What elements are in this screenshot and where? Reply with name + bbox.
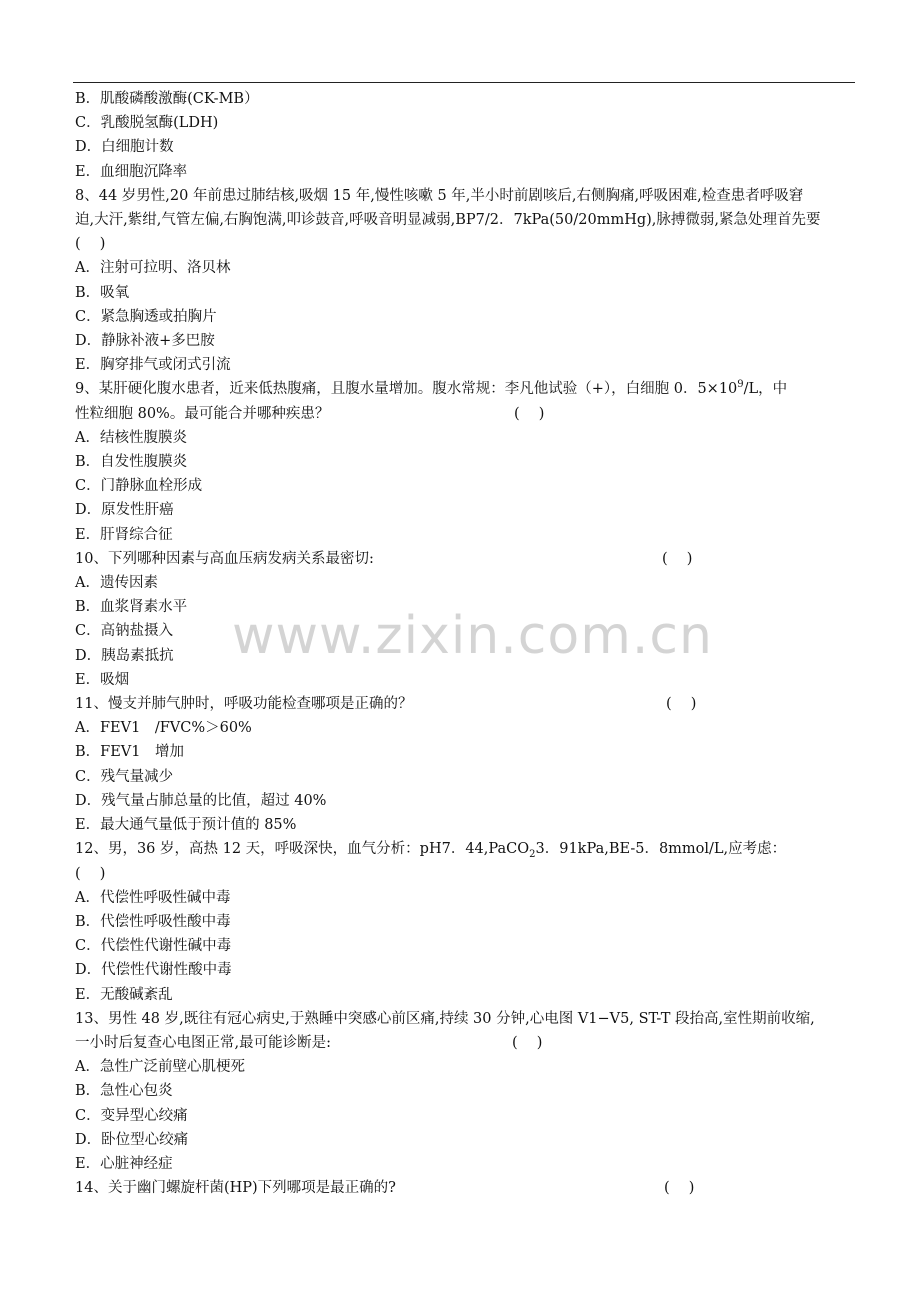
q14-stem-text: 14、关于幽门螺旋杆菌(HP)下列哪项是最正确的? xyxy=(75,1180,396,1197)
q14-answer-paren: ( ) xyxy=(664,1180,695,1197)
q11-option-b: B．FEV1 增加 xyxy=(75,744,184,761)
q9-option-a: A．结核性腹膜炎 xyxy=(75,429,187,446)
q12-option-e: E．无酸碱紊乱 xyxy=(75,986,173,1003)
q12-stem-line1 xyxy=(75,837,855,861)
q10-option-a: A．遗传因素 xyxy=(75,575,158,592)
q8-option-d: D．静脉补液+多巴胺 xyxy=(75,333,215,350)
q9-option-b: B．自发性腹膜炎 xyxy=(75,454,188,471)
q11-answer-paren: ( ) xyxy=(666,696,697,713)
q9-stem-line2 xyxy=(75,402,855,426)
q8-option-a: A．注射可拉明、洛贝林 xyxy=(75,260,231,277)
q9-stem-text-a: 9、某肝硬化腹水患者，近来低热腹痛，且腹水量增加。腹水常规：李凡他试验（+），白细胞 0．5×10 xyxy=(75,381,738,398)
q11-stem xyxy=(75,692,855,716)
q9-answer-paren: ( ) xyxy=(514,405,545,422)
q9-stem-text-b: /L，中 xyxy=(743,381,788,398)
q13-option-a: A．急性广泛前壁心肌梗死 xyxy=(75,1059,245,1076)
q14-stem xyxy=(75,1176,855,1200)
q11-option-e: E．最大通气量低于预计值的 85% xyxy=(75,817,297,834)
q11-stem-text: 11、慢支并肺气肿时，呼吸功能检查哪项是正确的？ xyxy=(75,696,413,713)
q8-answer-paren: ( ) xyxy=(75,236,106,253)
q13-option-c: C．变异型心绞痛 xyxy=(75,1107,188,1124)
q13-stem-text: 一小时后复查心电图正常,最可能诊断是: xyxy=(75,1034,331,1051)
q8-option-c: C．紧急胸透或拍胸片 xyxy=(75,308,217,325)
q12-answer-paren: ( ) xyxy=(75,865,106,882)
q10-option-d: D．胰岛素抵抗 xyxy=(75,647,174,664)
q12-stem-text-a: 12、男，36 岁，高热 12 天，呼吸深快，血气分析：pH7．44,PaCO xyxy=(75,841,530,858)
q9-stem-text: 性粒细胞 80%。最可能合并哪种疾患？ xyxy=(75,405,330,422)
q9-stem-superscript: 9 xyxy=(737,379,744,391)
q13-stem-line1: 13、男性 48 岁,既往有冠心病史,于熟睡中突感心前区痛,持续 30 分钟,心电图 V1−V5, ST-T 段抬高,室性期前收缩, xyxy=(75,1010,815,1027)
q8-option-e: E．胸穿排气或闭式引流 xyxy=(75,357,231,374)
q13-answer-paren: ( ) xyxy=(512,1034,543,1051)
q13-option-b: B．急性心包炎 xyxy=(75,1083,173,1100)
q8-stem-line1: 8、44 岁男性,20 年前患过肺结核,吸烟 15 年,慢性咳嗽 5 年,半小时前剧咳后,右侧胸痛,呼吸困难,检查患者呼吸窘 xyxy=(75,187,804,204)
q12-stem-subscript: 2 xyxy=(529,849,536,861)
q11-option-c: C．残气量减少 xyxy=(75,768,174,785)
q13-option-e: E．心脏神经症 xyxy=(75,1155,173,1172)
q13-option-d: D．卧位型心绞痛 xyxy=(75,1131,189,1148)
q7-option-e: E．血细胞沉降率 xyxy=(75,163,188,180)
q11-option-a: A．FEV1 /FVC%＞60% xyxy=(75,720,252,737)
q9-option-d: D．原发性肝癌 xyxy=(75,502,174,519)
header-rule xyxy=(73,82,855,83)
q12-stem-text-b: 3．91kPa,BE-5．8mmol/L,应考虑： xyxy=(535,841,787,858)
q7-option-c: C．乳酸脱氢酶(LDH) xyxy=(75,115,219,132)
watermark: www.zixin.com.cn xyxy=(232,606,713,666)
q10-option-c: C．高钠盐摄入 xyxy=(75,623,174,640)
q10-stem-text: 10、下列哪种因素与高血压病发病关系最密切: xyxy=(75,550,374,567)
q7-option-b: B．肌酸磷酸激酶(CK-MB） xyxy=(75,91,259,107)
q9-option-e: E．肝肾综合征 xyxy=(75,526,173,543)
q10-option-e: E．吸烟 xyxy=(75,671,130,688)
q12-option-d: D．代偿性代谢性酸中毒 xyxy=(75,962,232,979)
q13-stem-line2 xyxy=(75,1031,855,1055)
q9-stem-line1 xyxy=(75,377,855,401)
q8-stem-line2: 迫,大汗,紫绀,气管左偏,右胸饱满,叩诊鼓音,呼吸音明显减弱,BP7/2．7kPa(50/20mmHg),脉搏微弱,紧急处理首先要 xyxy=(75,212,821,229)
q7-option-d: D．白细胞计数 xyxy=(75,139,174,156)
q10-option-b: B．血浆肾素水平 xyxy=(75,599,188,616)
q12-option-c: C．代偿性代谢性碱中毒 xyxy=(75,938,232,955)
q11-option-d: D．残气量占肺总量的比值，超过 40% xyxy=(75,792,327,809)
q10-answer-paren: ( ) xyxy=(662,550,693,567)
q10-stem xyxy=(75,547,855,571)
q12-option-b: B．代偿性呼吸性酸中毒 xyxy=(75,913,231,930)
q12-option-a: A．代偿性呼吸性碱中毒 xyxy=(75,889,231,906)
q9-option-c: C．门静脉血栓形成 xyxy=(75,478,203,495)
q8-option-b: B．吸氧 xyxy=(75,284,130,301)
